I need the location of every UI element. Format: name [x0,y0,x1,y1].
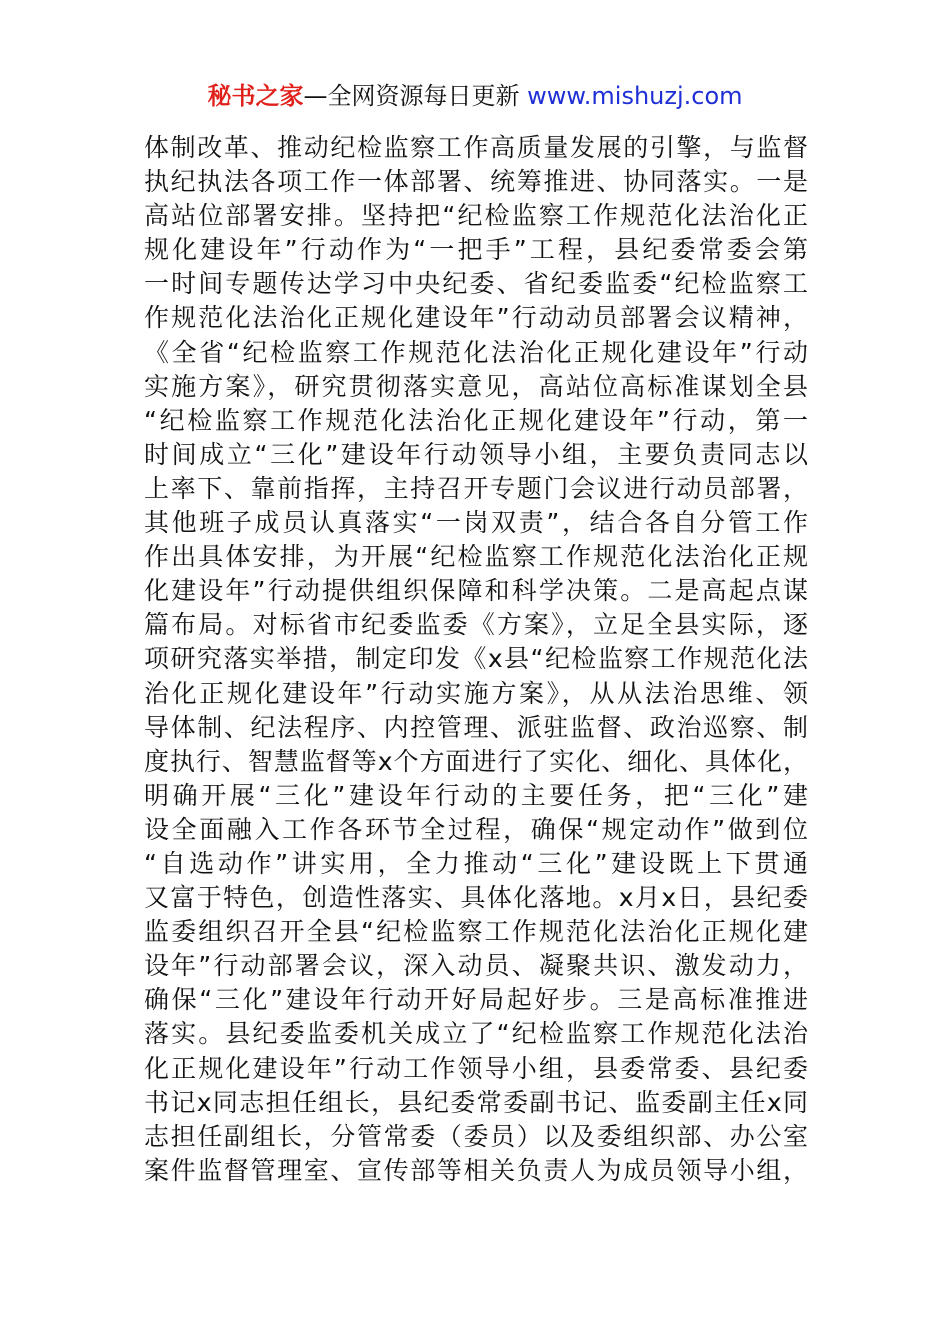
body-line: 明确开展“三化”建设年行动的主要任务，把“三化”建 [144,780,808,810]
body-line: 案件监督管理室、宣传部等相关负责人为成员领导小组， [144,1155,808,1185]
body-line: 其他班子成员认真落实“一岗双责”，结合各自分管工作 [144,508,808,538]
body-line: 确保“三化”建设年行动开好局起好步。三是高标准推进 [144,985,808,1015]
body-line: 规化建设年”行动作为“一把手”工程，县纪委常委会第 [144,235,808,265]
body-line: 治化正规化建设年”行动实施方案》，从从法治思维、领 [144,678,808,708]
body-line: 志担任副组长，分管常委（委员）以及委组织部、办公室 [144,1121,808,1151]
body-line: 书记x同志担任组长，县纪委常委副书记、监委副主任x同 [144,1087,808,1117]
site-brand: 秘书之家 [207,82,304,110]
body-line: 落实。县纪委监委机关成立了“纪检监察工作规范化法治 [144,1019,808,1049]
body-line: 一时间专题传达学习中央纪委、省纪委监委“纪检监察工 [144,269,808,299]
site-header [0,78,950,114]
body-line: 上率下、靠前指挥，主持召开专题门会议进行动员部署， [144,473,808,503]
body-line: 《全省“纪检监察工作规范化法治化正规化建设年”行动 [144,337,808,367]
body-line: 设全面融入工作各环节全过程，确保“规定动作”做到位 [144,814,808,844]
body-line: 化建设年”行动提供组织保障和科学决策。二是高起点谋 [144,576,808,606]
body-line: 作出具体安排，为开展“纪检监察工作规范化法治化正规 [144,542,808,572]
body-line: 时间成立“三化”建设年行动领导小组，主要负责同志以 [144,439,808,469]
site-tagline: —全网资源每日更新 [303,82,528,110]
body-line: 实施方案》，研究贯彻落实意见，高站位高标准谋划全县 [144,371,808,401]
body-line: 度执行、智慧监督等x个方面进行了实化、细化、具体化， [144,746,808,776]
body-line: 导体制、纪法程序、内控管理、派驻监督、政治巡察、制 [144,712,808,742]
body-line: 项研究落实举措，制定印发《x县“纪检监察工作规范化法 [144,644,808,674]
body-line: 体制改革、推动纪检监察工作高质量发展的引擎，与监督 [144,133,808,162]
body-line: 作规范化法治化正规化建设年”行动动员部署会议精神， [144,303,808,333]
body-line: 监委组织召开全县“纪检监察工作规范化法治化正规化建 [144,917,808,947]
body-paragraph [144,131,808,1188]
body-line: “纪检监察工作规范化法治化正规化建设年”行动，第一 [144,405,808,435]
body-line: 化正规化建设年”行动工作领导小组，县委常委、县纪委 [144,1053,808,1083]
body-line: 高站位部署安排。坚持把“纪检监察工作规范化法治化正 [144,201,808,231]
body-line: 设年”行动部署会议，深入动员、凝聚共识、激发动力， [144,951,808,981]
body-line: 篇布局。对标省市纪委监委《方案》，立足全县实际，逐 [144,610,808,640]
body-line: 又富于特色，创造性落实、具体化落地。x月x日，县纪委 [144,883,808,913]
body-line: “自选动作”讲实用，全力推动“三化”建设既上下贯通 [144,848,808,878]
body-line: 执纪执法各项工作一体部署、统筹推进、协同落实。一是 [144,167,808,197]
site-url-link[interactable]: www.mishuzj.com [527,82,743,110]
